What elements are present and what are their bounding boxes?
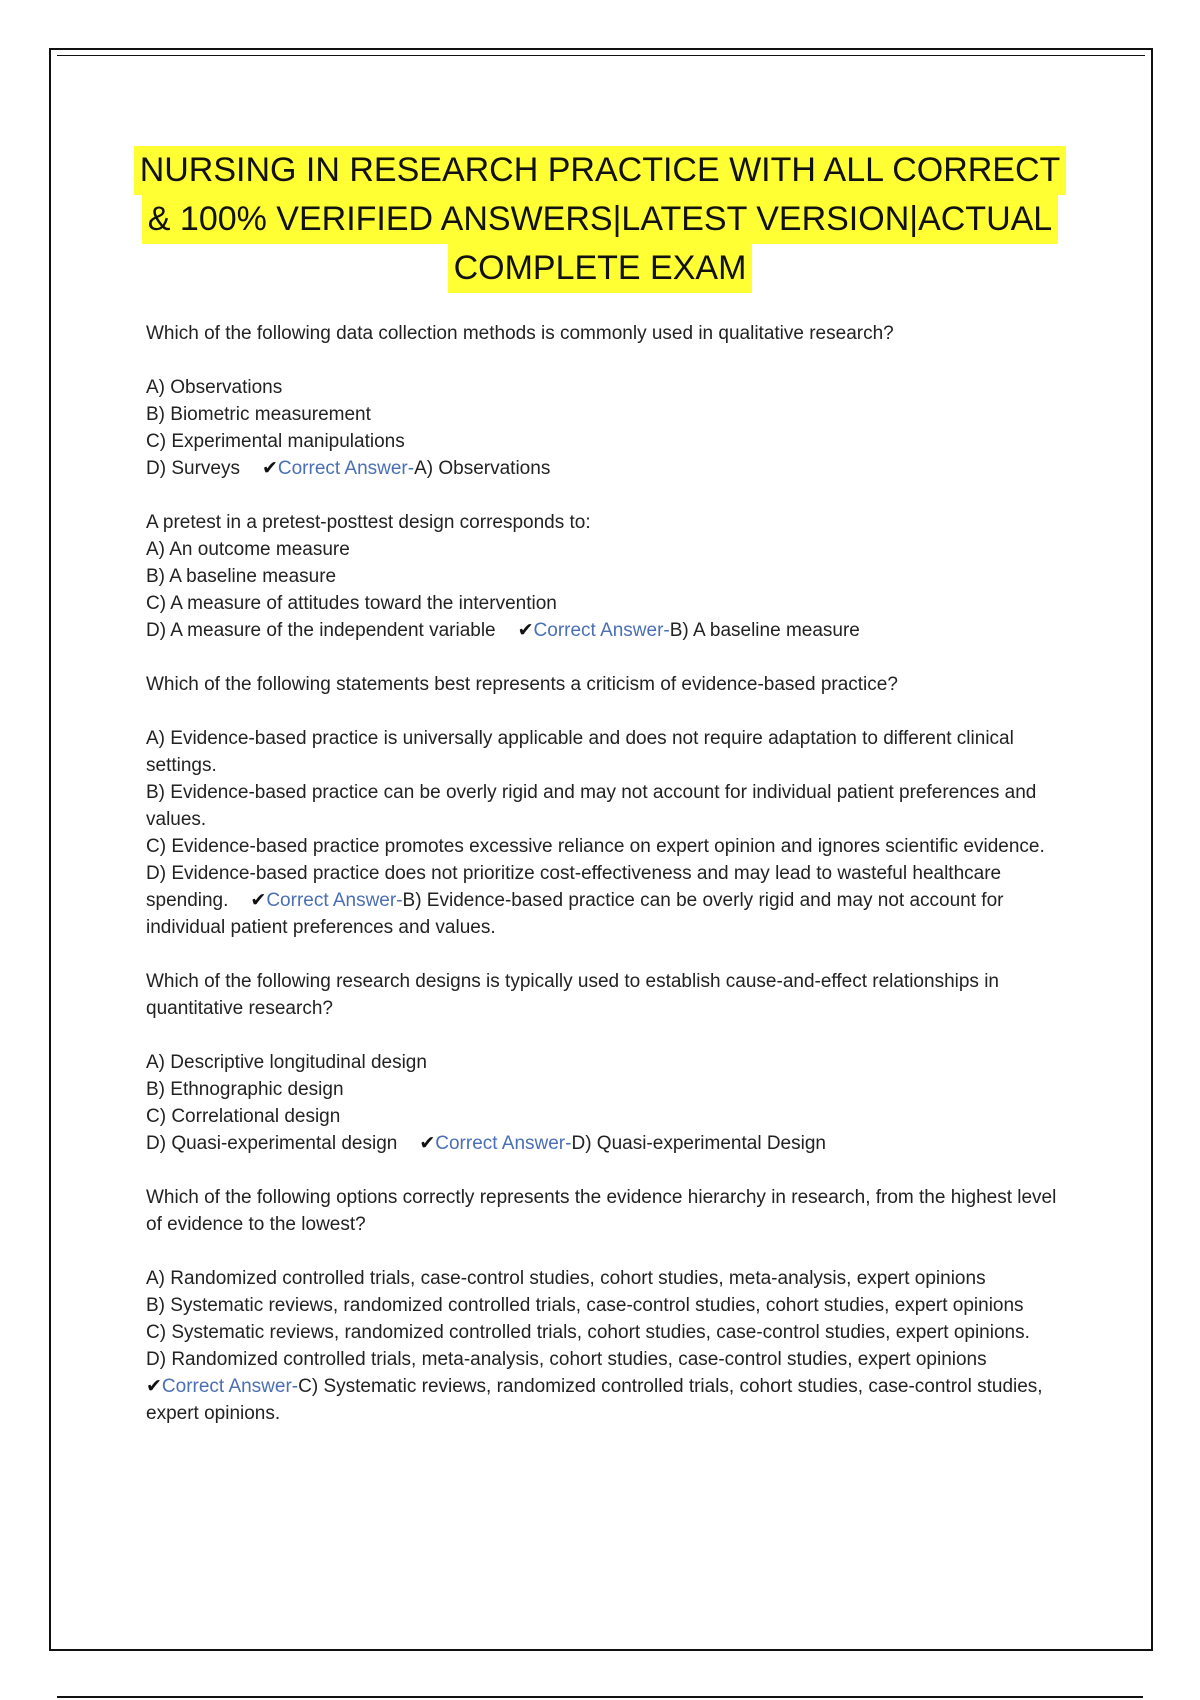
correct-answer (397, 1133, 826, 1154)
correct-answer-label: Correct Answer- (533, 620, 670, 641)
checkmark-icon: ✔ (261, 458, 278, 479)
correct-answer-value: A) Observations (414, 458, 551, 479)
option-b: B) A baseline measure (146, 566, 337, 587)
footer-rule (57, 1696, 1143, 1698)
option-d: D) A measure of the independent variable (146, 620, 496, 641)
option-list (146, 1265, 1066, 1427)
title-line-3: COMPLETE EXAM (448, 244, 753, 293)
option-a: A) Evidence-based practice is universally applicable and does not require adaptation to different clinical settings. (146, 728, 1014, 776)
option-d-with-answer (146, 455, 1066, 482)
correct-answer-value: B) A baseline measure (669, 620, 860, 641)
option-b: B) Biometric measurement (146, 404, 371, 425)
option-list (146, 536, 1066, 644)
question-text: Which of the following research designs is typically used to establish cause-and-effect relationships in quantitative research? (146, 971, 999, 1019)
question-text: Which of the following statements best represents a criticism of evidence-based practice? (146, 674, 898, 695)
option-c: C) Correlational design (146, 1106, 341, 1127)
checkmark-icon: ✔ (250, 890, 267, 911)
checkmark-icon: ✔ (419, 1133, 436, 1154)
option-d: D) Surveys (146, 458, 240, 479)
option-d: D) Randomized controlled trials, meta-analysis, cohort studies, case-control studies, expert opinions (146, 1349, 987, 1370)
option-a: A) Randomized controlled trials, case-control studies, cohort studies, meta-analysis, expert opinions (146, 1268, 986, 1289)
question-text: Which of the following data collection methods is commonly used in qualitative research? (146, 323, 894, 344)
question-1 (146, 320, 1066, 482)
question-3 (146, 671, 1066, 941)
title-line-1: NURSING IN RESEARCH PRACTICE WITH ALL CORRECT (134, 146, 1067, 195)
correct-answer (146, 1373, 1066, 1427)
correct-answer (240, 458, 550, 479)
correct-answer (496, 620, 860, 641)
option-b: B) Systematic reviews, randomized controlled trials, case-control studies, cohort studies, expert opinions (146, 1295, 1024, 1316)
option-b: B) Evidence-based practice can be overly rigid and may not account for individual patient preferences and values. (146, 782, 1037, 830)
option-d-with-answer (146, 617, 1066, 644)
option-a: A) Observations (146, 377, 283, 398)
correct-answer-label: Correct Answer- (277, 458, 415, 479)
option-list (146, 374, 1066, 482)
question-text: A pretest in a pretest-posttest design corresponds to: (146, 512, 591, 533)
option-b: B) Ethnographic design (146, 1079, 344, 1100)
option-c: C) Experimental manipulations (146, 431, 405, 452)
question-list (146, 320, 1066, 1454)
option-a: A) Descriptive longitudinal design (146, 1052, 427, 1073)
question-5 (146, 1184, 1066, 1427)
title-line-2: & 100% VERIFIED ANSWERS|LATEST VERSION|ACTUAL (142, 195, 1058, 244)
correct-answer-label: Correct Answer- (266, 890, 403, 911)
correct-answer-label: Correct Answer- (161, 1376, 299, 1397)
option-c: C) Systematic reviews, randomized controlled trials, cohort studies, case-control studies, expert opinions. (146, 1322, 1030, 1343)
option-d-with-answer (146, 860, 1066, 941)
checkmark-icon: ✔ (517, 620, 534, 641)
question-text: Which of the following options correctly represents the evidence hierarchy in research, from the highest level of evidence to the lowest? (146, 1187, 1057, 1235)
option-list (146, 725, 1066, 941)
option-d: D) Evidence-based practice does not prioritize cost-effectiveness and may lead to wasteful healthcare spending. (146, 863, 1002, 911)
correct-answer-label: Correct Answer- (435, 1133, 572, 1154)
checkmark-icon: ✔ (146, 1376, 162, 1397)
correct-answer-value: B) Evidence-based practice can be overly rigid and may not account for individual patient preferences and values. (146, 890, 1004, 938)
correct-answer-value: D) Quasi-experimental Design (571, 1133, 826, 1154)
option-d-with-answer (146, 1130, 1066, 1157)
top-rule (57, 55, 1145, 56)
option-list (146, 1049, 1066, 1157)
correct-answer-value: C) Systematic reviews, randomized controlled trials, cohort studies, case-control studies, expert opinions. (146, 1376, 1043, 1424)
option-a: A) An outcome measure (146, 539, 350, 560)
question-4 (146, 968, 1066, 1157)
option-c: C) A measure of attitudes toward the intervention (146, 593, 557, 614)
option-c: C) Evidence-based practice promotes excessive reliance on expert opinion and ignores scientific evidence. (146, 836, 1045, 857)
document-title (100, 146, 1100, 293)
question-2 (146, 509, 1066, 644)
option-d: D) Quasi-experimental design (146, 1133, 398, 1154)
correct-answer (146, 890, 1003, 938)
